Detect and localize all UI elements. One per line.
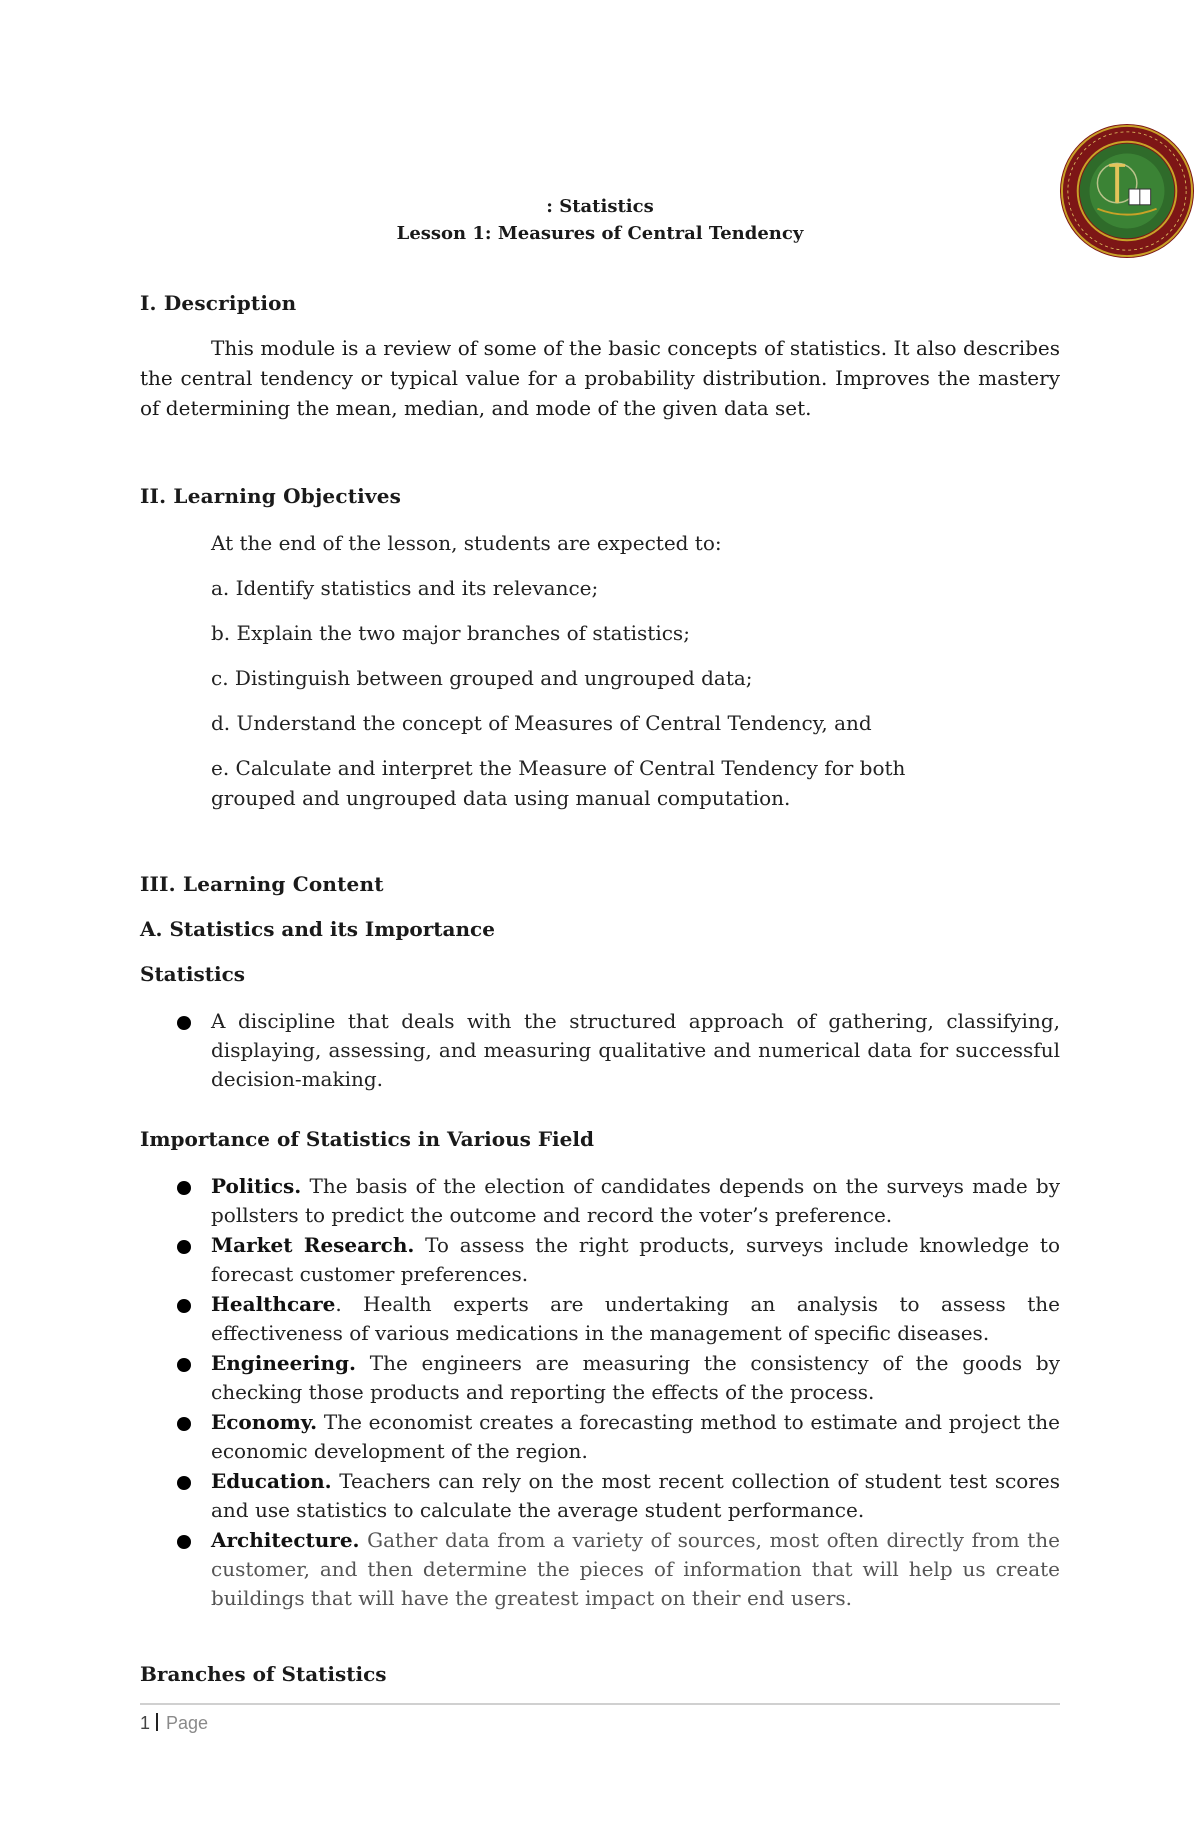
importance-title: Importance of Statistics in Various Field (140, 1127, 594, 1151)
field-text: Teachers can rely on the most recent collection of student test scores and use statistics to calculate the average student performance. (211, 1469, 1060, 1522)
field-text: Gather data from a variety of sources, most often directly from the customer, and then determine the pieces of information that will help us create buildings that will have the greatest impact on their end users. (211, 1528, 1060, 1610)
bullet-icon (177, 1016, 191, 1030)
bullet-icon (177, 1417, 191, 1431)
field-item-engineering (211, 1349, 1060, 1407)
lesson-title: Lesson 1: Measures of Central Tendency (396, 223, 804, 244)
description-heading: I. Description (140, 291, 297, 315)
field-term: Politics. (211, 1174, 302, 1198)
field-item-architecture (211, 1526, 1060, 1613)
description-text: This module is a review of some of the basic concepts of statistics. It also describes the central tendency or typical value for a probability distribution. Improves the mastery of determining the mean, median, and mode of the given data set. (140, 336, 1060, 420)
content-heading: III. Learning Content (140, 872, 384, 896)
footer-divider (140, 1703, 1060, 1705)
list-item (176, 1349, 1060, 1407)
field-text: To assess the right products, surveys include knowledge to forecast customer preferences. (211, 1233, 1060, 1286)
objective-item: c. Distinguish between grouped and ungrouped data; (211, 666, 753, 690)
field-term: Engineering. (211, 1351, 356, 1375)
bullet-icon (177, 1181, 191, 1195)
list-item (176, 1526, 1060, 1613)
objectives-intro: At the end of the lesson, students are expected to: (211, 531, 722, 555)
page-footer (140, 1713, 208, 1734)
field-item-market-research (211, 1231, 1060, 1289)
page-label: Page (166, 1713, 209, 1733)
objective-item: b. Explain the two major branches of statistics; (211, 621, 690, 645)
bullet-icon (177, 1358, 191, 1372)
description-paragraph (140, 333, 1060, 423)
field-term: Market Research. (211, 1233, 415, 1257)
page-number: 1 (140, 1713, 151, 1733)
field-text: . Health experts are undertaking an analysis to assess the effectiveness of various medications in the management of specific diseases. (211, 1292, 1060, 1345)
list-item (176, 1172, 1060, 1230)
field-item-education (211, 1467, 1060, 1525)
field-text: The engineers are measuring the consistency of the goods by checking those products and reporting the effects of the process. (211, 1351, 1060, 1404)
objectives-heading: II. Learning Objectives (140, 484, 402, 508)
field-term: Healthcare (211, 1292, 336, 1316)
list-item (176, 1007, 1060, 1094)
objective-item: a. Identify statistics and its relevance; (211, 576, 599, 600)
footer-separator (156, 1713, 158, 1731)
objective-item: d. Understand the concept of Measures of Central Tendency, and (211, 711, 872, 735)
field-item-economy (211, 1408, 1060, 1466)
field-item-healthcare (211, 1290, 1060, 1348)
statistics-definition: A discipline that deals with the structured approach of gathering, classifying, displaying, assessing, and measuring qualitative and numerical data for successful decision-making. (211, 1009, 1060, 1091)
list-item (176, 1290, 1060, 1348)
document-subject: : Statistics (546, 196, 654, 217)
field-text: The economist creates a forecasting method to estimate and project the economic development of the region. (211, 1410, 1060, 1463)
bullet-icon (177, 1240, 191, 1254)
bullet-icon (177, 1535, 191, 1549)
list-item (176, 1408, 1060, 1466)
section-a-heading: A. Statistics and its Importance (140, 917, 495, 941)
field-term: Architecture. (211, 1528, 360, 1552)
objective-item: e. Calculate and interpret the Measure of Central Tendency for both grouped and ungrouped data using manual computation. (211, 756, 906, 810)
field-item-politics (211, 1172, 1060, 1230)
branches-title: Branches of Statistics (140, 1662, 387, 1686)
bullet-icon (177, 1299, 191, 1313)
list-item (176, 1467, 1060, 1525)
field-term: Education. (211, 1469, 332, 1493)
college-seal-icon (1058, 122, 1196, 260)
field-term: Economy. (211, 1410, 318, 1434)
statistics-title: Statistics (140, 962, 246, 986)
bullet-icon (177, 1476, 191, 1490)
list-item (176, 1231, 1060, 1289)
field-text: The basis of the election of candidates depends on the surveys made by pollsters to predict the outcome and record the voter’s preference. (211, 1174, 1060, 1227)
